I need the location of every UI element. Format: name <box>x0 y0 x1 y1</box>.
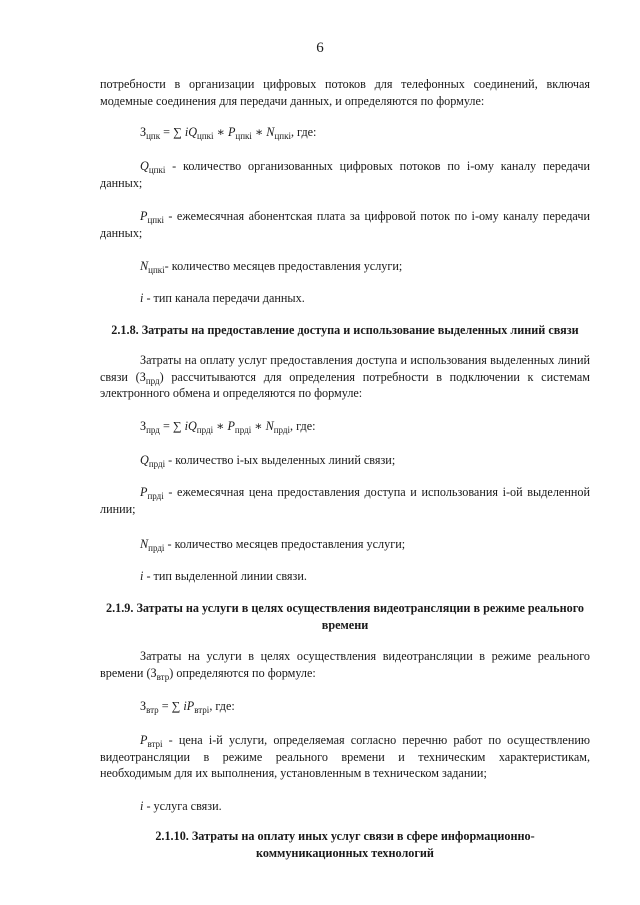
definition-n-prd: $N_{прдi}$ - количество месяцев предоставления услуги; <box>140 537 406 553</box>
definition-i-channel: i - тип канала передачи данных. <box>140 291 305 305</box>
paragraph-intro: потребности в организации цифровых потоков для телефонных соединений, включая модемные соединения для передачи данных, и определяются по формуле: <box>100 77 590 108</box>
paragraph-prd: Затраты на оплату услуг предоставления доступа и использования выделенных линий связи $(З_{прд})$ рассчитываются для определения потребности в подключении к системам электронного обмена и определяются по формуле: <box>100 353 590 400</box>
formula-zprd: $З_{прд}$ = ∑ $iQ_{прдi}$ ∗ $P_{прдi}$ ∗ $N_{прдi}$, где: <box>140 419 316 435</box>
definition-p-cpk: $P_{цпкi}$ - ежемесячная абонентская плата за цифровой поток по i-ому каналу передачи данных; <box>100 209 590 240</box>
formula-zvtr: $З_{втр}$ = ∑ $iP_{втрi}$, где: <box>140 699 235 715</box>
paragraph-vtr: Затраты на услуги в целях осуществления видеотрансляции в режиме реального времени $(З_{втр})$ определяются по формуле: <box>100 649 590 682</box>
formula-zpk: $З_{цпк}$ = ∑ $iQ_{цпкi}$ ∗ $P_{цпкi}$ ∗ $N_{цпкi}$, где: <box>140 125 317 141</box>
section-heading-2-1-9: 2.1.9. Затраты на услуги в целях осуществления видеотрансляции в режиме реального времени <box>105 601 585 632</box>
section-heading-2-1-8: 2.1.8. Затраты на предоставление доступа и использование выделенных линий связи <box>111 323 579 337</box>
definition-n-cpk: $N_{цпкi}-$ количество месяцев предоставления услуги; <box>140 259 403 275</box>
definition-p-prd: $P_{прдi}$ - ежемесячная цена предоставления доступа и использования i-ой выделенной линии; <box>100 485 590 516</box>
definition-q-cpk: $Q_{цпкi}$ - количество организованных цифровых потоков по i-ому каналу передачи данных; <box>100 159 590 190</box>
page-number: 6 <box>316 40 324 56</box>
definition-p-vtr: $P_{втрi}$ - цена i-й услуги, определяемая согласно перечню работ по осуществлению видеотрансляции в режиме реального времени и техническим характеристикам, необходимым для их выполнения, установленным в техническом задании; <box>100 733 590 780</box>
definition-i-service: i - услуга связи. <box>140 799 222 813</box>
definition-i-line: i - тип выделенной линии связи. <box>140 569 307 583</box>
section-heading-2-1-10: 2.1.10. Затраты на оплату иных услуг связи в сфере информационно-коммуникационных технологий <box>155 829 535 860</box>
definition-q-prd: $Q_{прдi}$ - количество i-ых выделенных линий связи; <box>140 453 396 469</box>
